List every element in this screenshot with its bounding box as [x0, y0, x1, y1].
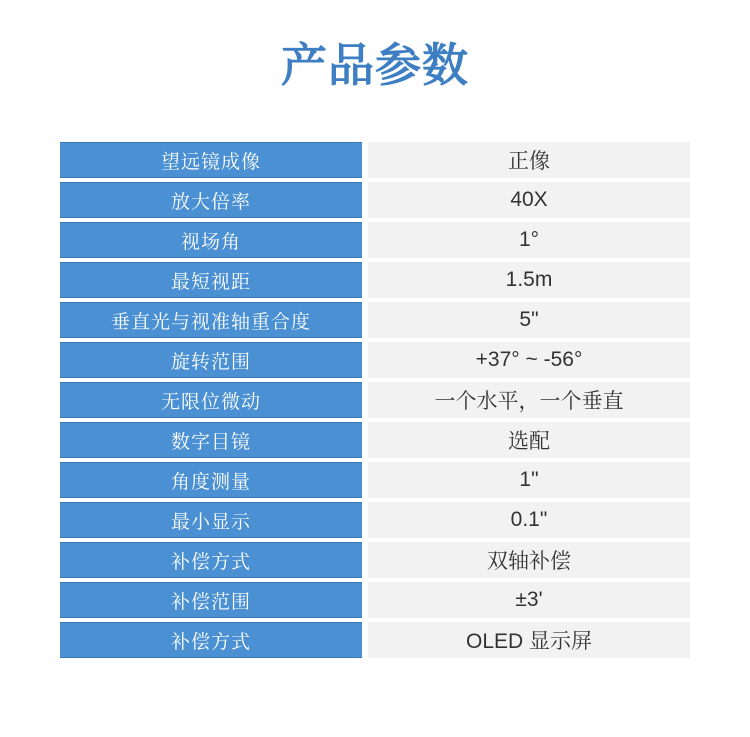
- spec-label: 望远镜成像: [60, 142, 362, 178]
- spec-table: [60, 142, 690, 662]
- spec-label: 放大倍率: [60, 182, 362, 218]
- spec-value: 1": [368, 462, 690, 498]
- table-row: [60, 222, 690, 258]
- spec-value: 40X: [368, 182, 690, 218]
- spec-label: 补偿方式: [60, 622, 362, 658]
- spec-value: 一个水平，一个垂直: [368, 382, 690, 418]
- spec-value: 选配: [368, 422, 690, 458]
- table-row: [60, 262, 690, 298]
- spec-label: 补偿方式: [60, 542, 362, 578]
- table-row: [60, 142, 690, 178]
- table-row: [60, 422, 690, 458]
- page-title: 产品参数: [281, 39, 469, 91]
- spec-label: 视场角: [60, 222, 362, 258]
- table-row: [60, 582, 690, 618]
- spec-label: 补偿范围: [60, 582, 362, 618]
- spec-value: 1°: [368, 222, 690, 258]
- table-row: [60, 342, 690, 378]
- table-row: [60, 502, 690, 538]
- table-row: [60, 542, 690, 578]
- spec-label: 垂直光与视准轴重合度: [60, 302, 362, 338]
- spec-value: 1.5m: [368, 262, 690, 298]
- table-row: [60, 302, 690, 338]
- spec-label: 角度测量: [60, 462, 362, 498]
- table-row: [60, 182, 690, 218]
- spec-value: 正像: [368, 142, 690, 178]
- spec-label: 最小显示: [60, 502, 362, 538]
- spec-value: ±3': [368, 582, 690, 618]
- spec-label: 旋转范围: [60, 342, 362, 378]
- spec-value: 0.1": [368, 502, 690, 538]
- spec-label: 最短视距: [60, 262, 362, 298]
- spec-label: 数字目镜: [60, 422, 362, 458]
- table-row: [60, 382, 690, 418]
- table-row: [60, 622, 690, 658]
- spec-value: 双轴补偿: [368, 542, 690, 578]
- table-row: [60, 462, 690, 498]
- spec-value: OLED 显示屏: [368, 622, 690, 658]
- spec-value: 5": [368, 302, 690, 338]
- spec-value: +37° ~ -56°: [368, 342, 690, 378]
- spec-label: 无限位微动: [60, 382, 362, 418]
